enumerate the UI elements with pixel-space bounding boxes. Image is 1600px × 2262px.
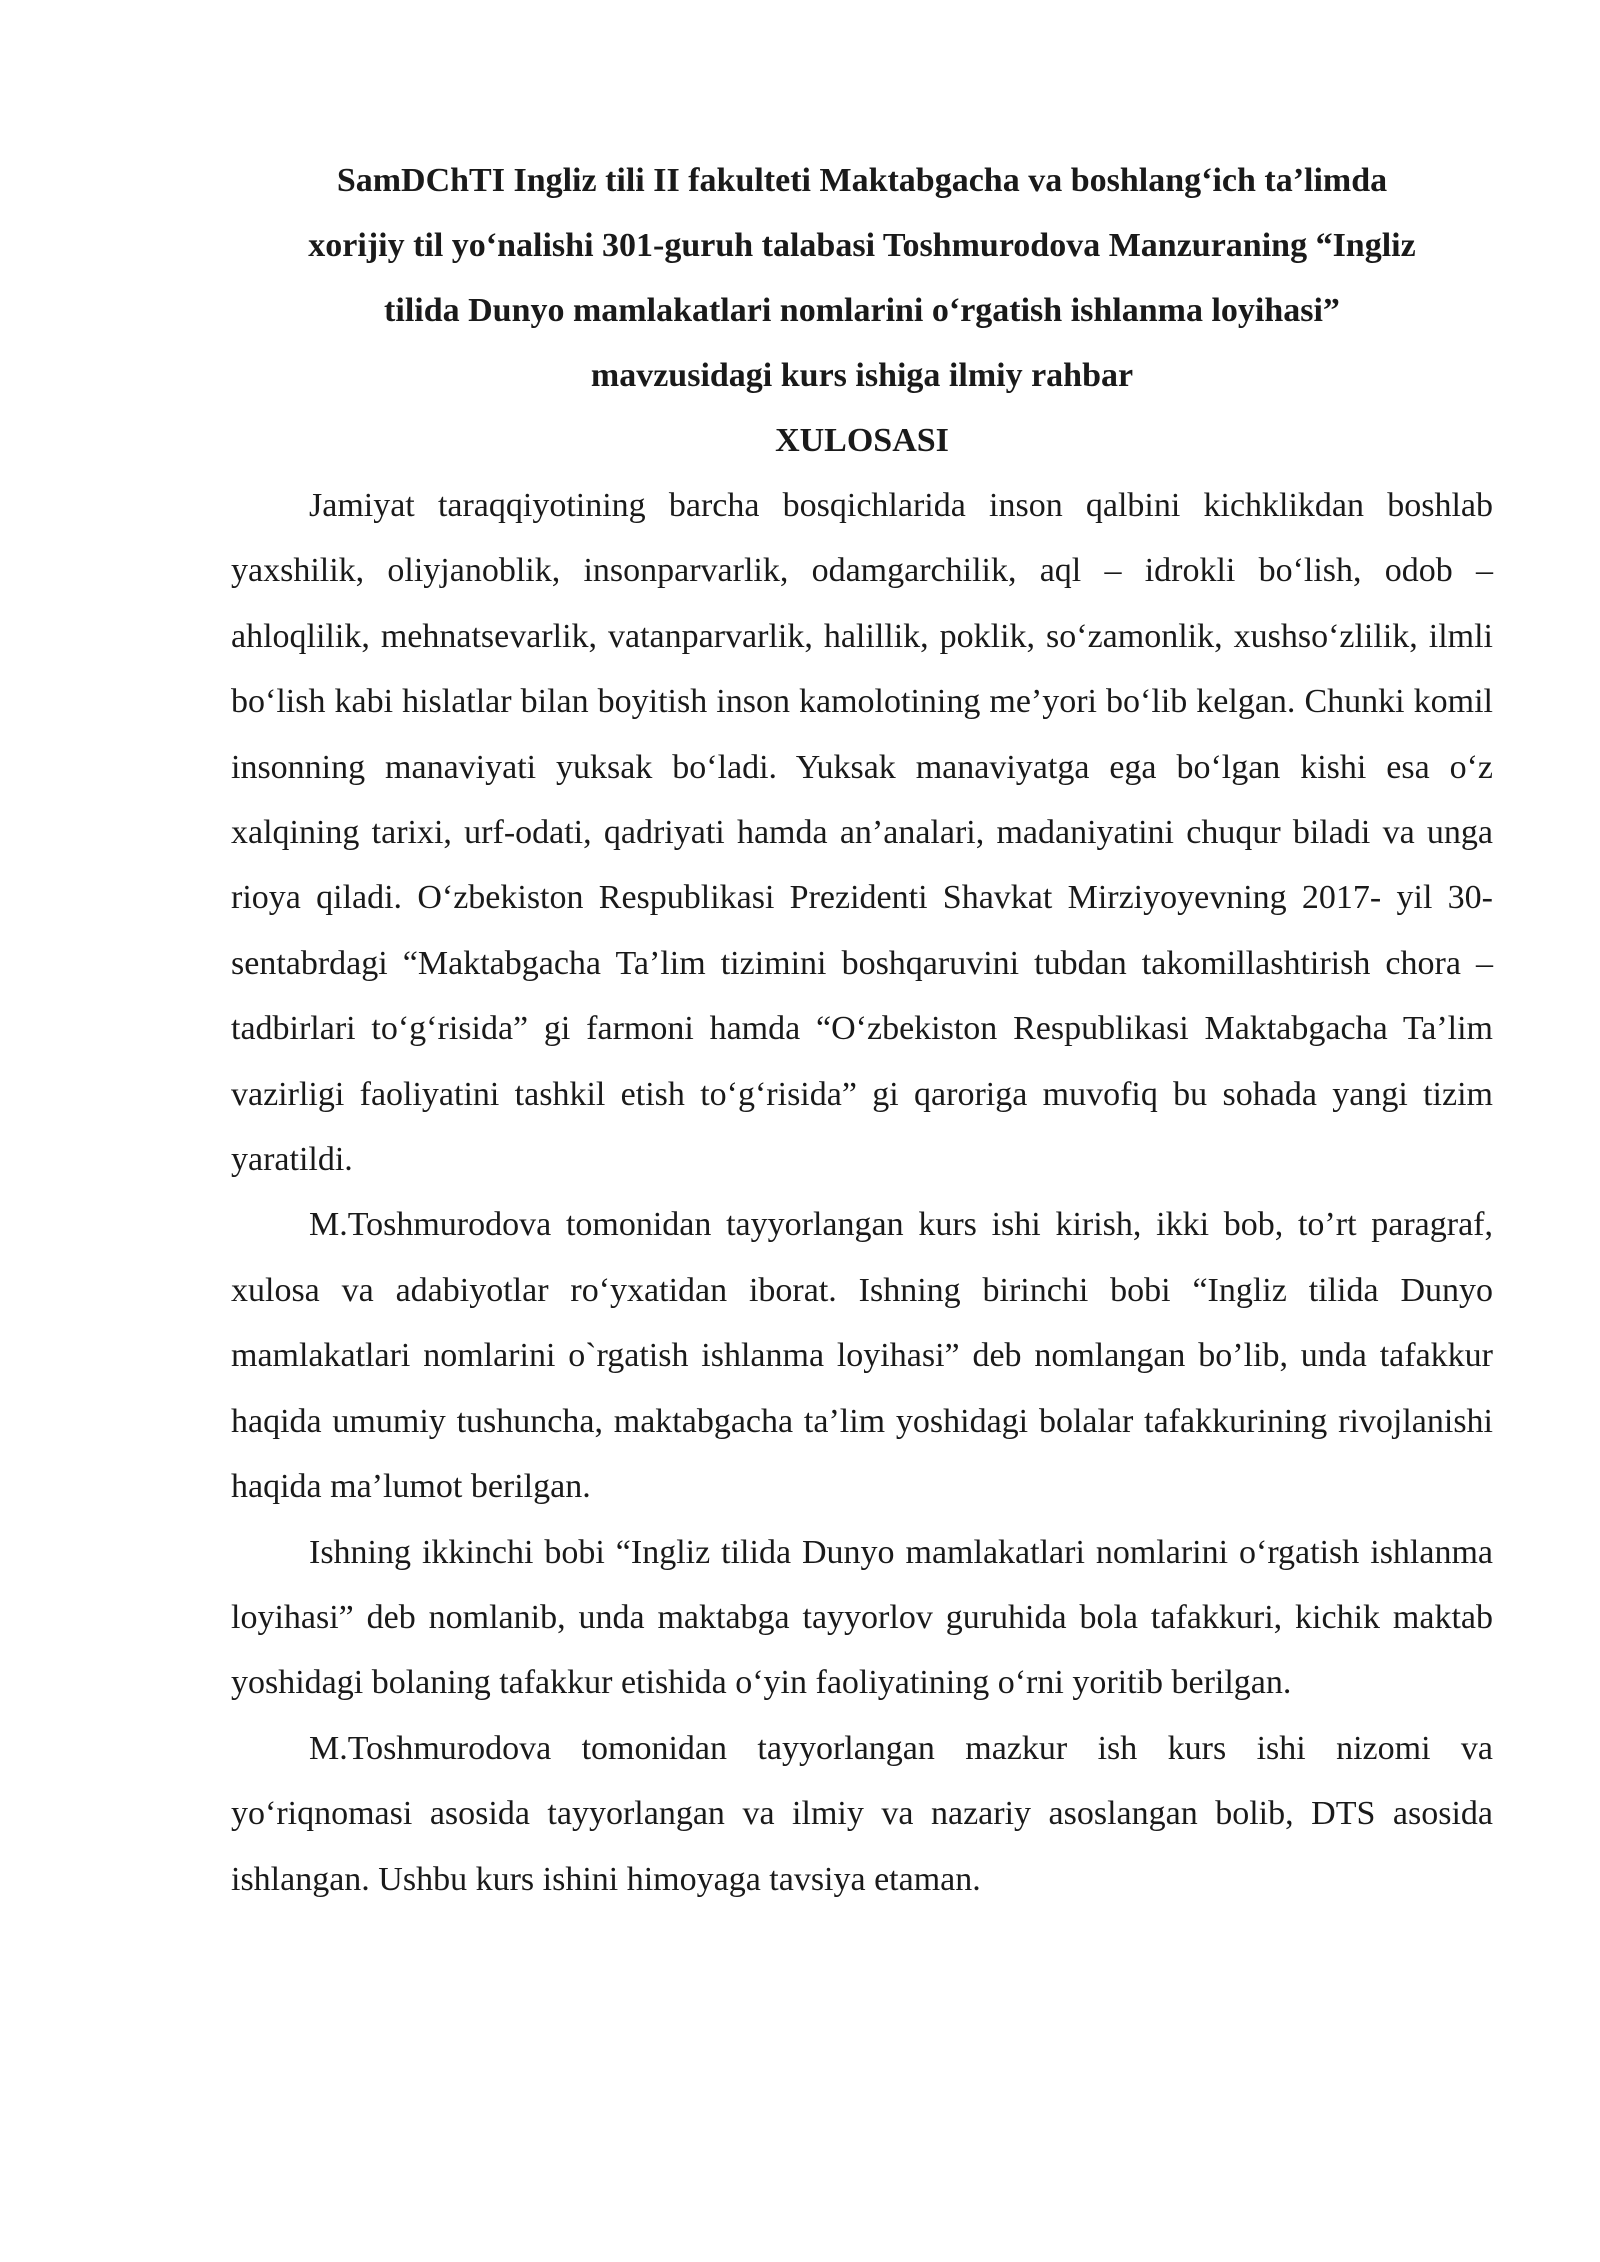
- heading-line: tilida Dunyo mamlakatlari nomlarini o‘rgatish ishlanma loyihasi”: [384, 292, 1340, 329]
- document-page: [231, 148, 1493, 1912]
- paragraph-intro: Jamiyat taraqqiyotining barcha bosqichlarida inson qalbini kichklikdan boshlab yaxshilik, oliyjanoblik, insonparvarlik, odamgarchilik, aql – idrokli bo‘lish, odob – ahloqlilik, mehnatsevarlik, vatanparvarlik, halillik, poklik, so‘zamonlik, xushso‘zlilik, ilmli bo‘lish kabi hislatlar bilan boyitish inson kamolotining me’yori bo‘lib kelgan. Chunki komil insonning manaviyati yuksak bo‘ladi. Yuksak manaviyatga ega bo‘lgan kishi esa o‘z xalqining tarixi, urf-odati, qadriyati hamda an’analari, madaniyatini chuqur biladi va unga rioya qiladi. O‘zbekiston Respublikasi Prezidenti Shavkat Mirziyoyevning 2017- yil 30-sentabrdagi “Maktabgacha Ta’lim tizimini boshqaruvini tubdan takomillashtirish chora – tadbirlari to‘g‘risida” gi farmoni hamda “O‘zbekiston Respublikasi Maktabgacha Ta’lim vazirligi faoliyatini tashkil etish to‘g‘risida” gi qaroriga muvofiq bu sohada yangi tizim yaratildi.: [231, 487, 1493, 1179]
- heading-line: SamDChTI Ingliz tili II fakulteti Maktabgacha va boshlang‘ich ta’limda: [336, 162, 1388, 199]
- paragraph-structure: M.Toshmurodova tomonidan tayyorlangan kurs ishi kirish, ikki bob, to’rt paragraf, xulosa va adabiyotlar ro‘yxatidan iborat. Ishning birinchi bobi “Ingliz tilida Dunyo mamlakatlari nomlarini o`rgatish ishlanma loyihasi” deb nomlangan bo’lib, unda tafakkur haqida umumiy tushuncha, maktabgacha ta’lim yoshidagi bolalar tafakkurining rivojlanishi haqida ma’lumot berilgan.: [231, 1206, 1493, 1506]
- document-title: XULOSASI: [775, 422, 949, 459]
- heading-line: mavzusidagi kurs ishiga ilmiy rahbar: [590, 357, 1134, 394]
- document-heading: [231, 148, 1493, 408]
- paragraph-conclusion: M.Toshmurodova tomonidan tayyorlangan mazkur ish kurs ishi nizomi va yo‘riqnomasi asosida tayyorlangan va ilmiy va nazariy asoslangan bolib, DTS asosida ishlangan. Ushbu kurs ishini himoyaga tavsiya etaman.: [231, 1729, 1493, 1898]
- heading-line: xorijiy til yo‘nalishi 301-guruh talabasi Toshmurodova Manzuraning “Ingliz: [308, 227, 1416, 264]
- paragraph-second-chapter: Ishning ikkinchi bobi “Ingliz tilida Dunyo mamlakatlari nomlarini o‘rgatish ishlanma loyihasi” deb nomlanib, unda maktabga tayyorlov guruhida bola tafakkuri, kichik maktab yoshidagi bolaning tafakkur etishida o‘yin faoliyatining o‘rni yoritib berilgan.: [231, 1533, 1493, 1702]
